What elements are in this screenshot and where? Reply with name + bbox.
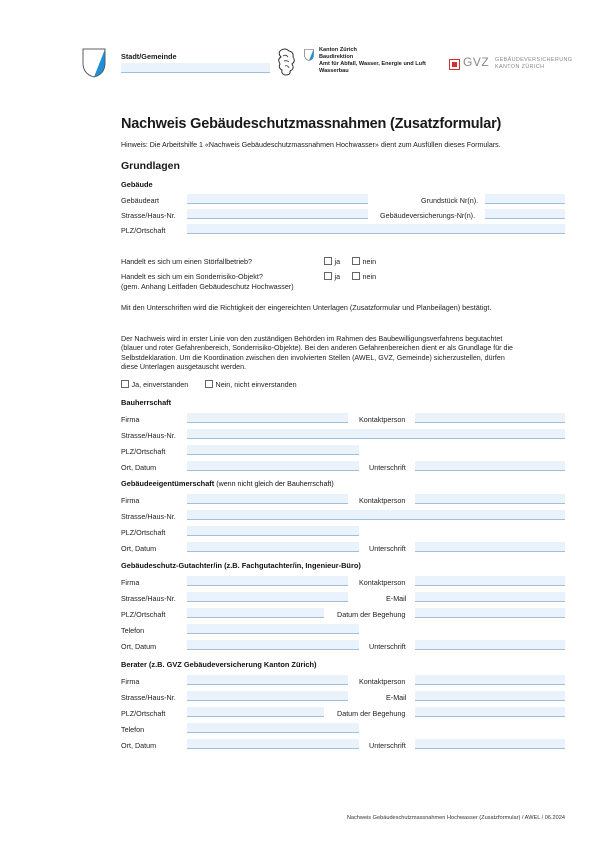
sonderrisiko-question: Handelt es sich um ein Sonderrisiko-Objekt? <box>121 272 263 281</box>
unterschrift-label: Unterschrift <box>369 544 406 553</box>
checkbox-icon[interactable] <box>324 272 332 280</box>
berater-telefon-field[interactable] <box>187 723 359 733</box>
telefon-label: Telefon <box>121 725 145 734</box>
plz-label: PLZ/Ortschaft <box>121 447 166 456</box>
consent-yes[interactable]: Ja, einverstanden <box>121 380 188 389</box>
strasse-label: Strasse/Haus-Nr. <box>121 693 176 702</box>
gutachter-unterschrift-field[interactable] <box>415 640 565 650</box>
stoerfall-question: Handelt es sich um einen Störfallbetrieb? <box>121 257 253 266</box>
nachweis-paragraph: Der Nachweis wird in erster Linie von den zuständigen Behörden im Rahmen des Baubewilligungsverfahrens begutachtet (blauer und roter Gefahrenbereich, Sonderrisiko-Objekte). Bei den anderen Gefahrenbereichen dient er als Grundlage für die Selbstdeklaration. Um die Koordination zwischen den involvierten Stellen (AWEL, GVZ, Gemeinde) sicherzustellen, dürfen diese Unterlagen ausgetauscht werden. <box>121 335 513 372</box>
eigentuemer-heading: Gebäudeeigentümerschaft (wenn nicht gleich der Bauherrschaft) <box>121 479 334 488</box>
gebaeudeart-field[interactable] <box>187 194 368 204</box>
strasse-label: Strasse/Haus-Nr. <box>121 594 176 603</box>
stadt-gemeinde-field[interactable] <box>121 63 270 73</box>
berater-begehung-field[interactable] <box>415 707 565 717</box>
checkbox-icon[interactable] <box>352 272 360 280</box>
bauherr-ort-datum-field[interactable] <box>187 461 359 471</box>
email-label: E-Mail <box>386 693 407 702</box>
firma-label: Firma <box>121 415 140 424</box>
kanton-lion-logo <box>276 47 298 82</box>
kanton-zuerich-text: Kanton Zürich Baudirektion Amt für Abfall, Wasser, Energie und Luft Wasserbau <box>319 47 426 74</box>
unterschrift-label: Unterschrift <box>369 642 406 651</box>
bauherr-strasse-field[interactable] <box>187 429 565 439</box>
berater-kontakt-field[interactable] <box>415 675 565 685</box>
unterschrift-label: Unterschrift <box>369 463 406 472</box>
berater-strasse-field[interactable] <box>187 691 348 701</box>
gebaeude-heading: Gebäude <box>121 180 153 189</box>
sonderrisiko-nein[interactable]: nein <box>352 272 376 281</box>
stadt-gemeinde-label: Stadt/Gemeinde <box>121 52 177 61</box>
berater-unterschrift-field[interactable] <box>415 739 565 749</box>
gutachter-begehung-field[interactable] <box>415 608 565 618</box>
checkbox-icon[interactable] <box>205 380 213 388</box>
eigentuemer-kontakt-field[interactable] <box>415 494 565 504</box>
grundstueck-label: Grundstück Nr(n). <box>421 196 479 205</box>
consent-no[interactable]: Nein, nicht einverstanden <box>205 380 297 389</box>
telefon-label: Telefon <box>121 626 145 635</box>
berater-email-field[interactable] <box>415 691 565 701</box>
grundstueck-field[interactable] <box>485 194 565 204</box>
strasse-label: Strasse/Haus-Nr. <box>121 431 176 440</box>
grundlagen-heading: Grundlagen <box>121 160 180 172</box>
begehung-label: Datum der Begehung <box>337 709 406 718</box>
plz-label: PLZ/Ortschaft <box>121 709 166 718</box>
firma-label: Firma <box>121 677 140 686</box>
firma-label: Firma <box>121 496 140 505</box>
begehung-label: Datum der Begehung <box>337 610 406 619</box>
page-title: Nachweis Gebäudeschutzmassnahmen (Zusatzformular) <box>121 116 502 132</box>
gutachter-ort-datum-field[interactable] <box>187 640 359 650</box>
plz-label: PLZ/Ortschaft <box>121 528 166 537</box>
kontakt-label: Kontaktperson <box>359 415 406 424</box>
berater-plz-field[interactable] <box>187 707 324 717</box>
gutachter-heading: Gebäudeschutz-Gutachter/in (z.B. Fachgutachter/in, Ingenieur-Büro) <box>121 561 361 570</box>
gutachter-kontakt-field[interactable] <box>415 576 565 586</box>
stoerfall-ja[interactable]: ja <box>324 257 340 266</box>
versicherungs-nr-label: Gebäudeversicherungs-Nr(n). <box>380 211 476 220</box>
gvz-abbr: GVZ <box>463 55 490 69</box>
strasse-label: Strasse/Haus-Nr. <box>121 211 176 220</box>
plz-label: PLZ/Ortschaft <box>121 226 166 235</box>
zurich-coat-of-arms <box>82 48 106 83</box>
checkbox-icon[interactable] <box>352 257 360 265</box>
strasse-field[interactable] <box>187 209 368 219</box>
eigentuemer-strasse-field[interactable] <box>187 510 565 520</box>
bauherr-firma-field[interactable] <box>187 413 348 423</box>
gutachter-strasse-field[interactable] <box>187 592 348 602</box>
confirm-text: Mit den Unterschriften wird die Richtigkeit der eingereichten Unterlagen (Zusatzformular und Planbeilagen) bestätigt. <box>121 303 492 312</box>
bauherr-kontakt-field[interactable] <box>415 413 565 423</box>
plz-field[interactable] <box>187 224 565 234</box>
bauherrschaft-heading: Bauherrschaft <box>121 398 172 407</box>
ort-datum-label: Ort, Datum <box>121 544 157 553</box>
gvz-name: GEBÄUDEVERSICHERUNG KANTON ZÜRICH <box>495 57 573 70</box>
stoerfall-nein[interactable]: nein <box>352 257 376 266</box>
eigentuemer-ort-datum-field[interactable] <box>187 542 359 552</box>
berater-heading: Berater (z.B. GVZ Gebäudeversicherung Kanton Zürich) <box>121 660 317 669</box>
sonderrisiko-note: (gem. Anhang Leitfaden Gebäudeschutz Hochwasser) <box>121 282 294 291</box>
gutachter-email-field[interactable] <box>415 592 565 602</box>
bauherr-unterschrift-field[interactable] <box>415 461 565 471</box>
unterschrift-label: Unterschrift <box>369 741 406 750</box>
ort-datum-label: Ort, Datum <box>121 463 157 472</box>
strasse-label: Strasse/Haus-Nr. <box>121 512 176 521</box>
eigentuemer-unterschrift-field[interactable] <box>415 542 565 552</box>
eigentuemer-firma-field[interactable] <box>187 494 348 504</box>
kontakt-label: Kontaktperson <box>359 578 406 587</box>
kontakt-label: Kontaktperson <box>359 496 406 505</box>
versicherungs-nr-field[interactable] <box>485 209 565 219</box>
kontakt-label: Kontaktperson <box>359 677 406 686</box>
plz-label: PLZ/Ortschaft <box>121 610 166 619</box>
footer-text: Nachweis Gebäudeschutzmassnahmen Hochwasser (Zusatzformular) / AWEL / 06.2024 <box>346 815 565 821</box>
hint-text: Hinweis: Die Arbeitshilfe 1 «Nachweis Gebäudeschutzmassnahmen Hochwasser» dient zum Ausfüllen dieses Formulars. <box>121 141 501 149</box>
gutachter-telefon-field[interactable] <box>187 624 359 634</box>
berater-ort-datum-field[interactable] <box>187 739 359 749</box>
firma-label: Firma <box>121 578 140 587</box>
gutachter-plz-field[interactable] <box>187 608 324 618</box>
checkbox-icon[interactable] <box>324 257 332 265</box>
gutachter-firma-field[interactable] <box>187 576 348 586</box>
eigentuemer-plz-field[interactable] <box>187 526 359 536</box>
checkbox-icon[interactable] <box>121 380 129 388</box>
berater-firma-field[interactable] <box>187 675 348 685</box>
bauherr-plz-field[interactable] <box>187 445 359 455</box>
ort-datum-label: Ort, Datum <box>121 642 157 651</box>
ort-datum-label: Ort, Datum <box>121 741 157 750</box>
sonderrisiko-ja[interactable]: ja <box>324 272 340 281</box>
gvz-logo-icon <box>449 57 460 75</box>
kanton-shield-icon <box>304 48 314 66</box>
gebaeudeart-label: Gebäudeart <box>121 196 159 205</box>
email-label: E-Mail <box>386 594 407 603</box>
